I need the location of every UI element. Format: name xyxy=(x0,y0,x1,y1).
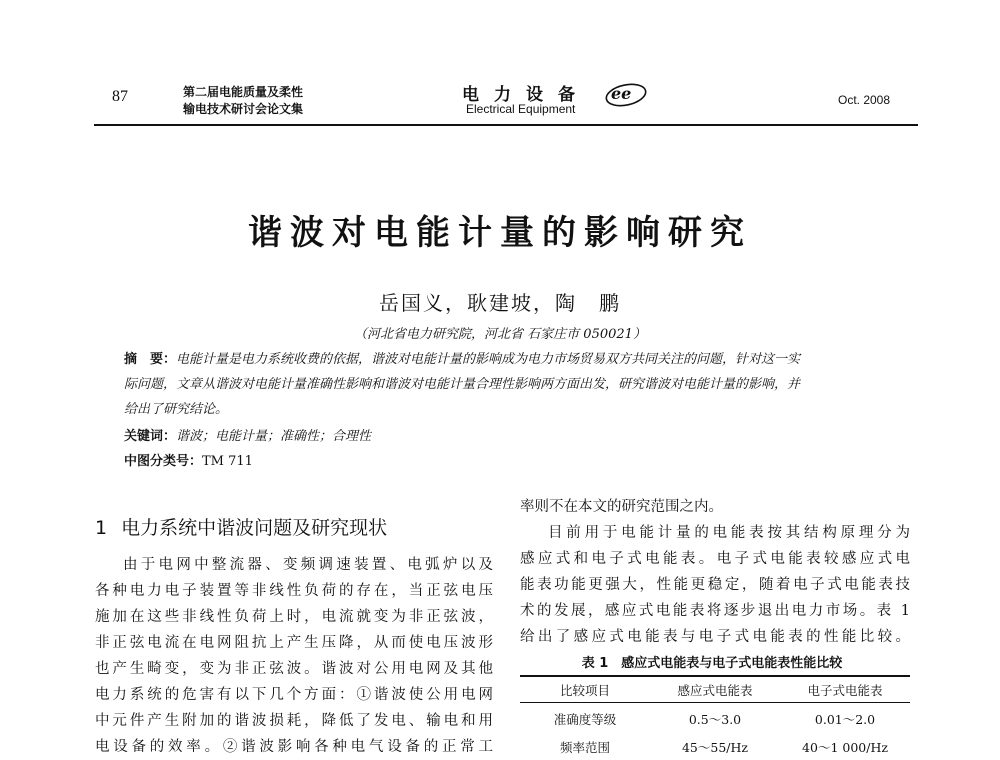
keywords-text: 谐波；电能计量；准确性；合理性 xyxy=(176,429,372,444)
table-cell: 45～55/Hz xyxy=(681,740,748,755)
clc-label: 中图分类号： xyxy=(124,454,203,469)
table-cell: 0.01～2.0 xyxy=(814,712,876,727)
paper-title: 谐波对电能计量的影响研究 xyxy=(248,213,752,253)
table-cell: 0.5～3.0 xyxy=(688,712,742,727)
text-line: 电力系统的危害有以下几个方面：①谐波使公用电网 xyxy=(95,687,493,703)
authors: 岳国义，耿建坡，陶 鹏 xyxy=(379,291,621,315)
abstract xyxy=(124,347,900,422)
text-line: 非正弦电流在电网阻抗上产生压降，从而使电压波形 xyxy=(95,635,493,651)
text-line: 施加在这些非线性负荷上时，电流就变为非正弦波， xyxy=(95,609,493,625)
conference-line-2: 输电技术研讨会论文集 xyxy=(183,102,304,116)
header-rule xyxy=(94,124,918,126)
conference-title xyxy=(183,84,303,118)
section-number: 1 xyxy=(95,517,108,539)
journal-name-cn: 电力设备 xyxy=(462,85,590,105)
table-top-rule xyxy=(520,675,910,677)
table-caption: 表 1 感应式电能表与电子式电能表性能比较 xyxy=(581,656,843,671)
right-column-first-line: 率则不在本文的研究范围之内。 xyxy=(520,499,723,515)
page-number: 87 xyxy=(112,88,128,105)
abstract-line: 摘 要：电能计量是电力系统收费的依据，谐波对电能计量的影响成为电力市场贸易双方共同关注的问题，针对这一实 xyxy=(124,352,801,367)
text-line: 感应式和电子式电能表。电子式电能表较感应式电 xyxy=(520,551,910,567)
text-line: 能表功能更强大，性能更稳定，随着电子式电能表技 xyxy=(520,577,910,593)
section-heading xyxy=(95,513,387,540)
text-line: 电设备的效率。②谐波影响各种电气设备的正常工 xyxy=(95,739,493,755)
logo-text: ee xyxy=(611,84,632,103)
journal-logo xyxy=(604,82,648,108)
table-header-cell: 电子式电能表 xyxy=(807,683,883,698)
table-cell: 准确度等级 xyxy=(553,712,617,727)
section-title: 电力系统中谐波问题及研究现状 xyxy=(121,517,388,539)
table-header-cell: 比较项目 xyxy=(559,683,610,698)
text-line: 目前用于电能计量的电能表按其结构原理分为 xyxy=(548,525,910,541)
abstract-label: 摘 要： xyxy=(124,352,177,367)
journal-name-en: Electrical Equipment xyxy=(466,102,576,116)
table-cell: 40～1 000/Hz xyxy=(802,740,888,755)
text-line: 也产生畸变，变为非正弦波。谐波对公用电网及其他 xyxy=(95,661,493,677)
clc-value: TM 711 xyxy=(202,454,253,469)
text-line: 给出了感应式电能表与电子式电能表的性能比较。 xyxy=(520,629,910,645)
right-column-text xyxy=(520,520,910,650)
text-line: 由于电网中整流器、变频调速装置、电弧炉以及 xyxy=(123,557,493,573)
classification-number xyxy=(124,450,253,469)
text-line: 各种电力电子装置等非线性负荷的存在，当正弦电压 xyxy=(95,583,493,599)
table-header-rule xyxy=(520,702,910,703)
issue-date: Oct. 2008 xyxy=(838,93,891,107)
abstract-line: 给出了研究结论。 xyxy=(124,402,229,417)
table-header-cell: 感应式电能表 xyxy=(677,683,753,698)
table-cell: 频率范围 xyxy=(559,740,610,755)
abstract-line: 际问题，文章从谐波对电能计量准确性影响和谐波对电能计量合理性影响两方面出发，研究谐波对电能计量的影响，并 xyxy=(124,377,801,392)
affiliation: （河北省电力研究院，河北省 石家庄市 050021） xyxy=(354,327,646,342)
text-line: 术的发展，感应式电能表将逐步退出电力市场。表 1 xyxy=(520,603,910,619)
conference-line-1: 第二届电能质量及柔性 xyxy=(183,85,304,99)
text-line: 中元件产生附加的谐波损耗，降低了发电、输电和用 xyxy=(95,713,493,729)
keywords xyxy=(124,425,371,444)
left-column-text xyxy=(95,552,493,760)
keywords-label: 关键词： xyxy=(124,429,177,444)
